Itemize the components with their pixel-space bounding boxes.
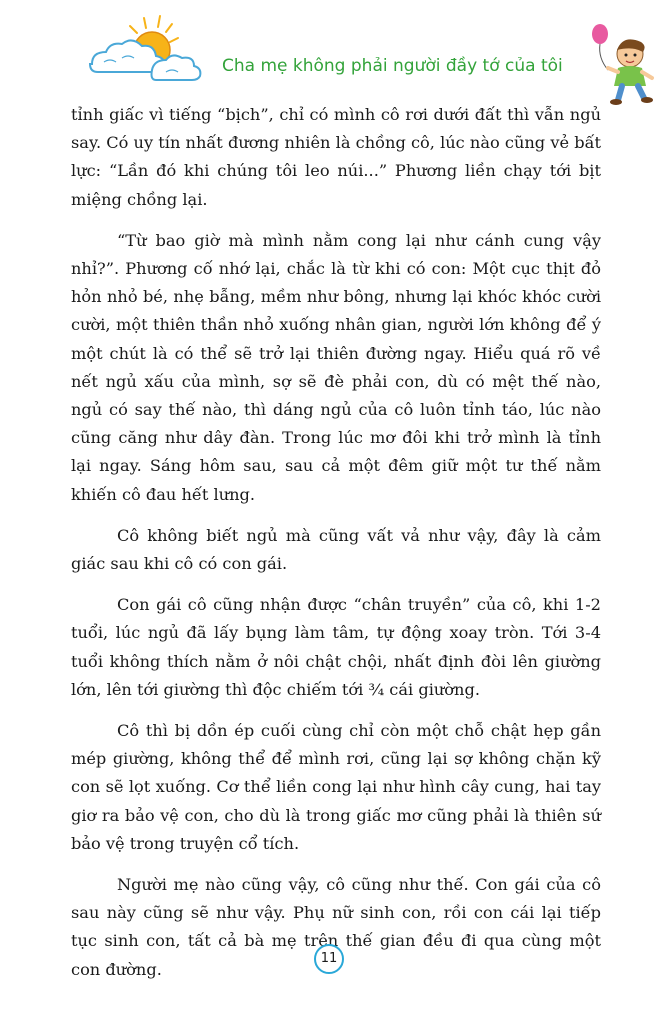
- child-balloon-icon: [582, 20, 662, 110]
- sun-cloud-icon: [82, 12, 202, 92]
- running-header-title: Cha mẹ không phải người đầy tớ của tôi: [222, 56, 563, 76]
- body-text: [71, 101, 601, 997]
- paragraph: Cô thì bị dồn ép cuối cùng chỉ còn một chỗ chật hẹp gần mép giường, không thể để mình rơi, cũng lại sợ không chặn kỹ con sẽ lọt xuống. Cơ thể liền cong lại như hình cây cung, hai tay giơ ra bảo vệ con, cho dù là trong giấc mơ cũng phải là thiên sứ bảo vệ trong truyện cổ tích.: [71, 721, 601, 853]
- page-number: 11: [314, 944, 344, 974]
- page-header: [0, 0, 666, 105]
- paragraph: tỉnh giấc vì tiếng “bịch”, chỉ có mình cô rơi dưới đất thì vẫn ngủ say. Có uy tín nhất đương nhiên là chồng cô, lúc nào cũng vẻ bất lực: “Lần đó khi chúng tôi leo núi...” Phương liền chạy tới bịt miệng chồng lại.: [71, 105, 601, 209]
- paragraph: Người mẹ nào cũng vậy, cô cũng như thế. Con gái của cô sau này cũng sẽ như vậy. Phụ nữ sinh con, rồi con cái lại tiếp tục sinh con, tất cả bà mẹ trên thế gian đều đi qua cùng một con đường.: [71, 875, 601, 979]
- paragraph: Con gái cô cũng nhận được “chân truyền” của cô, khi 1-2 tuổi, lúc ngủ đã lấy bụng làm tâm, tự động xoay tròn. Tới 3-4 tuổi không thích nằm ở nôi chật chội, nhất định đòi lên giường lớn, lên tới giường thì độc chiếm tới ¾ cái giường.: [71, 595, 601, 699]
- paragraph: “Từ bao giờ mà mình nằm cong lại như cánh cung vậy nhỉ?”. Phương cố nhớ lại, chắc là từ khi có con: Một cục thịt đỏ hỏn nhỏ bé, nhẹ bẫng, mềm như bông, nhưng lại khóc khóc cười cười, một thiên thần nhỏ xuống nhân gian, người lớn không để ý một chút là có thể sẽ trở lại thiên đường ngay. Hiểu quá rõ về nết ngủ xấu của mình, sợ sẽ đè phải con, dù có mệt thế nào, ngủ có say thế nào, thì dáng ngủ của cô luôn tỉnh táo, lúc nào cũng căng như dây đàn. Trong lúc mơ đôi khi trở mình là tỉnh lại ngay. Sáng hôm sau, sau cả một đêm giữ một tư thế nằm khiến cô đau hết lưng.: [71, 230, 601, 504]
- paragraph: Cô không biết ngủ mà cũng vất vả như vậy, đây là cảm giác sau khi cô có con gái.: [71, 525, 601, 574]
